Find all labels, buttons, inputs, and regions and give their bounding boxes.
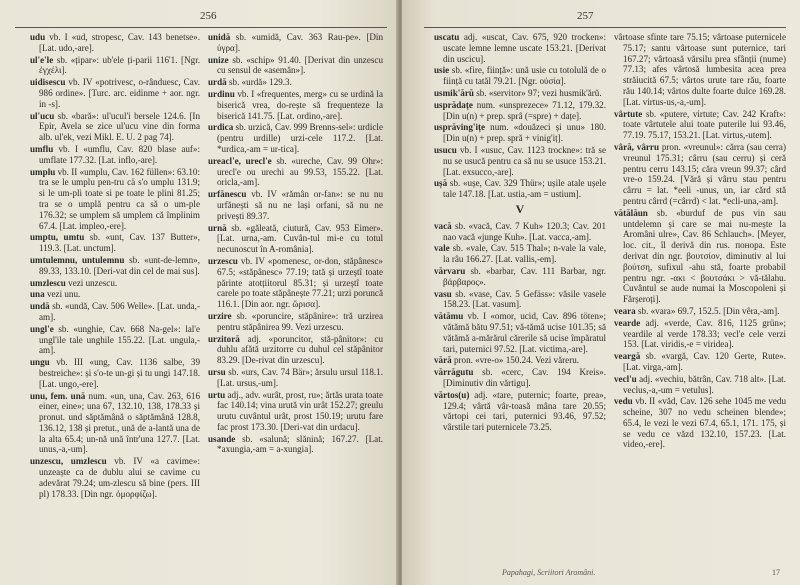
dictionary-entry	[434, 122, 606, 144]
entry-definition: vb. II «umplu, Cav. 162 füllen»: 63.10: tra se le umplu pen-tru cä s'o umplu 131.9; si le um-pli toate si pe toate le plini 81.25; tra se o umplă pentru ca să o um-ple 176.32; se umplem să umplem că împlinim 67.4. [Lat. impleo,-ere].	[39, 166, 201, 231]
dictionary-entry	[30, 77, 200, 109]
dictionary-entry	[208, 89, 383, 121]
entry-headword: urfănescu	[208, 189, 247, 200]
entry-headword: umzlescu	[30, 277, 66, 288]
dictionary-entry	[30, 55, 200, 77]
dictionary-entry	[208, 256, 383, 310]
entry-definition: vb. IV «potrivesc, o-rânduesc, Cav. 986 ordine». [Turc. arc. eidinme + aor. ngr. in -s].	[39, 77, 200, 109]
dictionary-entry	[614, 306, 786, 317]
dictionary-entry	[434, 266, 606, 288]
entry-headword: ușă	[434, 178, 448, 189]
dictionary-entry	[30, 324, 200, 356]
entry-headword: urnă	[208, 222, 227, 233]
dictionary-entry	[208, 390, 383, 433]
entry-definition: vb. II «văd, Cav. 126 sehe 1045 me vedu scheine, 307 no vedu scheinen blende»; 65.4, le vezi le vezi 67.4, 65.1, 171. 175, și se vedu ce văzd 132.10, 157.23. [Lat. video,-ere].	[623, 396, 786, 450]
dictionary-entry	[434, 355, 606, 366]
column	[208, 32, 383, 456]
entry-definition: sb. «unghie, Cav. 668 Na-gel»: lal'e ungl'ile tale unghile 155.22. [Lat. ungula,-am].	[39, 323, 200, 356]
entry-headword: vedu	[614, 396, 633, 407]
dictionary-entry	[434, 367, 606, 389]
dictionary-entry	[434, 100, 606, 122]
entry-headword: urdinu	[208, 88, 235, 99]
column	[434, 32, 606, 434]
entry-definition: sb. «burduf de pus vin sau untdelemn și care se mai nu-mește la Aromâni ulre», Cav. 86 Schlauch». [Meyer, loc. cit., îl derivă din rus. понора. Este derivat din ngr. βουτσίον, diminutiv al lui βούτση, sufixul -ahu stă, foarte probabil pentru ngr. -ακι < βουτσάκι > vă-tălahu. Cuvântul se aude numai la Moscopoleni și Fărșeroți].	[623, 207, 786, 305]
entry-headword: uidisescu	[30, 77, 66, 88]
section-letter: V	[515, 201, 525, 216]
dictionary-entry	[30, 111, 200, 143]
entry-headword: unidă	[208, 32, 231, 42]
signature-mark: 17	[772, 568, 780, 577]
dictionary-entry	[434, 311, 606, 354]
entry-headword: una	[30, 289, 45, 300]
entry-headword: udu	[30, 32, 46, 42]
dictionary-entry	[30, 32, 200, 54]
dictionary-entry	[30, 278, 200, 289]
entry-definition: sb. «vase, Cav. 5 Gefäss»: văsile vasele 158.23. [Lat. vasum].	[443, 288, 607, 310]
entry-definition: vb. I «ud, stropesc, Cav. 143 benetse». [Lat. udo,-are].	[39, 32, 200, 53]
entry-headword: unzescu, umzlescu	[30, 456, 107, 467]
dictionary-entry	[208, 156, 383, 188]
dictionary-entry	[434, 145, 606, 177]
entry-headword: urdica	[208, 122, 234, 133]
dictionary-entry	[30, 255, 200, 277]
entry-headword: urzire	[208, 310, 232, 321]
dictionary-entry	[30, 167, 200, 232]
entry-definition: vb. IV «rămân or-fan»: se nu nu urfănești să nu ne lași orfani, să nu ne privești 89.37.	[217, 189, 383, 221]
entry-definition: sb. «urdă» 129.3.	[228, 77, 292, 88]
dictionary-entry	[434, 221, 606, 243]
entry-headword: ursu	[208, 366, 226, 377]
dictionary-entry	[614, 351, 786, 373]
entry-definition: num. «unsprezece» 71.12, 179.32. [Din u(n) + prep. sprâ (=spre) + dațe].	[443, 99, 606, 121]
dictionary-entry	[434, 32, 606, 64]
dictionary-entry	[30, 391, 200, 456]
entry-definition: sb. «vale, Cav. 515 Thal»; n-vale la vale, la râu 166.27. [Lat. vallis,-em].	[443, 243, 606, 265]
dictionary-entry	[614, 32, 786, 108]
entry-definition: sb. «fire, ființă»: ună usie cu totolulă de o ființă cu tatăl 79.21. [Ngr. οὐσία].	[443, 65, 606, 87]
entry-headword: umptu, umtu	[30, 232, 85, 243]
dictionary-entry	[30, 301, 200, 323]
entry-headword: vâră, vârru	[614, 141, 659, 152]
entry-headword: veara	[614, 305, 636, 316]
dictionary-entry	[434, 65, 606, 87]
entry-definition: sb. «vara» 69.7, 152.5. [Din vêra,-am].	[638, 305, 780, 316]
entry-definition: sb. «unt, Cav. 137 Butter», 119.3. [Lat. unctum].	[39, 232, 200, 254]
header-rule	[15, 27, 387, 28]
entry-definition: num. «un, una, Cav. 263, 616 einer, eine»; una 67, 132.10, 138, 178.33 și pronut. und săptămână o săptămână 128.8, 136.12, 138 și pretut., ună de a-lantă una de la alta 65.4; un-nă ună într'una 127.7. [Lat. unus,-a,-um].	[39, 390, 200, 455]
entry-headword: usprădațe	[434, 99, 473, 110]
dictionary-entry	[30, 357, 200, 389]
dictionary-entry	[208, 434, 383, 456]
header-rule	[424, 27, 786, 28]
entry-definition: vb. IV «a cavime»: unzeaște ca de dublu alui se cavime cu adevărat 79.24; um-zlescu să bine (pers. III pl) 178.33. [Din ngr. ὀμορφίζω].	[39, 456, 200, 499]
entry-headword: urdă	[208, 77, 227, 88]
entry-definition: vezi unzescu.	[68, 277, 118, 288]
dictionary-entry	[208, 55, 383, 77]
page-number: 256	[200, 10, 217, 22]
entry-headword: urzitoră	[208, 333, 240, 344]
right-page	[402, 0, 800, 585]
entry-headword: vale	[434, 243, 450, 254]
entry-definition: vb. I «frequentes, merg» cu se urdină la biserică vrea, do-rește să frequenteze la biserică 141.75. [Lat. ordino,-are].	[217, 88, 383, 121]
entry-headword: usie	[434, 65, 450, 76]
dictionary-entry	[614, 208, 786, 305]
entry-headword: umplu	[30, 166, 56, 177]
entry-definition: sb. «țipar»: ub'ele ți-parii 116'1. [Ngr. ἐγχέλι].	[39, 54, 200, 76]
entry-definition: pron. «vreunul»: cărra (sau cerra) vreunul 175.31; cârru (sau cerru) și ceră pentru cerru 143.15; căra vreun 99.37; cârd vre-o 159.24. [Vără și vârru stau pentru cârru = lat. *eeli -unus, un, iar cărd stă pentru cârrd (=cârrd) < lat. *ecli-una,-am].	[623, 141, 786, 206]
entry-headword: urtu	[208, 389, 226, 400]
entry-definition: adj. «tare, puternic; foarte, prea», 129.4; vârtă vâr-toasă mâna tare 20.55; vărtopi cei tari, puternici 93.46, 97.52; vârstile tari puternicele 73.25.	[443, 389, 606, 433]
entry-headword: vecl'u	[614, 373, 637, 384]
entry-headword: ul'e'le	[30, 54, 54, 65]
entry-headword: vârtute	[614, 108, 643, 119]
dictionary-entry	[208, 77, 383, 88]
dictionary-entry	[614, 142, 786, 207]
dictionary-entry	[614, 109, 786, 141]
column	[614, 32, 786, 451]
entry-definition: sb. «poruncire, stăpânire»: tră urzirea pentru stăpânirea 99. Vezi urzescu.	[217, 310, 383, 332]
entry-definition: vb. I «umflu, Cav. 820 blase auf»: umflate 177.32. [Lat. inflo,-are].	[39, 143, 201, 165]
entry-definition: vârtoase sfinte tare 75.15; vârtoase puternicele 75.17; santu vârtoase sunt puternice, tari 167.27; vârtoasă vărsilu prea sfânții (nume) 77.13; afes vârtosă lumbesita acea prea străiucită 67.5; vârtos urute tare rău, foarte rău 140.14; vârtos dulte foarte dulce 169.28. [Lat. virtus-us,-a,-um].	[614, 32, 786, 107]
dictionary-entry	[434, 289, 606, 311]
entry-definition: num. «douăzeci și unu» 180. [Din u(n) + prep. spră + vinig'iț].	[443, 122, 607, 144]
entry-definition: vb. IV «pomenesc, or-don, stăpânesc» 67.5; «stăpânesc» 77.19; tată și urzeștî toate părinte atotțiitorul 85.31; și urzeștî toate carele po toate stăpânește 77.21; urzi poruncă 116.1. [Din aor. ngr. ὥρισα].	[217, 255, 383, 310]
entry-headword: veargă	[614, 351, 641, 362]
dictionary-entry	[30, 144, 200, 166]
entry-headword: vearde	[614, 317, 641, 328]
entry-headword: vasu	[434, 288, 452, 299]
entry-headword: usprăving'ițe	[434, 122, 486, 133]
entry-headword: vărrăgutu	[434, 367, 474, 378]
entry-definition: sb. «bară»: ul'ucul'i bersele 124.6. [In Epir, Avela se zice ul'ucu vine din forma alb. ul'ek, vezi Mikl. E. U. 2 pag 74].	[39, 110, 200, 143]
entry-definition: sb. «vacă, Cav. 7 Kuh» 120.3; Cav. 201 nao vacă «junge Kuh». [Lat. vacca,-am].	[443, 220, 606, 242]
entry-headword: vărtos(u)	[434, 389, 470, 400]
entry-definition: sb. «barbar, Cav. 111 Barbar, ngr. βάρβαρος».	[443, 265, 606, 287]
entry-headword: unize	[208, 54, 229, 65]
entry-headword: vătămu	[434, 311, 464, 322]
entry-headword: usucu	[434, 144, 457, 155]
entry-definition: sb. «undă, Cav. 506 Welle». [Lat. unda,-am].	[39, 301, 200, 322]
entry-headword: umtulemnu, untulemnu	[30, 254, 125, 265]
dictionary-entry	[434, 243, 606, 265]
dictionary-entry	[208, 223, 383, 255]
dictionary-entry	[614, 318, 786, 350]
entry-definition: sb. «ușe, Cav. 329 Thür»; ușile atale ușele tale 147.18. [Lat. ustia,-am = ustium].	[443, 178, 606, 200]
entry-headword: usmik'ărŭ	[434, 87, 474, 98]
dictionary-entry	[208, 189, 383, 221]
entry-definition: vezi unu.	[46, 289, 81, 300]
entry-headword: vără	[434, 355, 452, 366]
column	[30, 32, 200, 500]
entry-definition: vb. III «ung, Cav. 1136 salbe, 39 bestreiche»: și s'o-te un-gi și tu ungi 147.18. [Lat. ungo,-ere].	[39, 357, 201, 389]
page-footer: Papahagi, Scriitori Aromâni.	[502, 568, 596, 577]
dictionary-entry	[30, 289, 200, 300]
entry-definition: adj. «uscat, Cav. 675, 920 trocken»: uscate lemne lemne uscate 153.21. [Derivat din uscicu].	[443, 32, 606, 64]
dictionary-entry	[434, 178, 606, 200]
entry-headword: unu, fem. ună	[30, 390, 86, 401]
entry-definition: sb. «umidă, Cav. 363 Rau-pe». [Din ὑγρα].	[217, 32, 384, 53]
entry-headword: ungl'e	[30, 323, 54, 334]
dictionary-entry	[208, 122, 383, 154]
entry-definition: sb. «schip» 91.40. [Derivat din unzescu cu sensul de «asemăn»].	[217, 54, 383, 76]
entry-definition: sb. «cerc, Cav. 194 Kreis». [Diminutiv din vărtigu].	[443, 367, 606, 388]
entry-headword: vătălăun	[614, 207, 648, 218]
entry-definition: adj., adv. «urât, prost, ru»; ărtăs urata toate fac 140.14; vina urută vin urât 152.27; greulu urutu cuvântul urât, prost 150.19; urutu fare fac prost 173.30. [Deri-vat din urdacu].	[217, 389, 383, 432]
entry-definition: adj. «verde, Cav. 816, 1125 grün»; veardile al verde 178.33; vecl'e cele verzi 153. [Lat. viridis,-e = viridea].	[623, 317, 786, 350]
left-page	[0, 0, 398, 585]
entry-headword: vacă	[434, 220, 452, 231]
entry-definition: adj. «poruncitor, stă-pânitor»: cu duhlu afătă urzitorre cu duhul cel stăpânitor 83.29. [De-rivat din urzescu].	[217, 333, 383, 366]
entry-definition: sb. «servitor» 97; vezi husmik'ărŭ.	[476, 87, 602, 98]
dictionary-entry	[30, 232, 200, 254]
entry-headword: ungu	[30, 357, 50, 368]
dictionary-entry	[208, 311, 383, 333]
entry-definition: sb. «vargă, Cav. 120 Gerte, Rute». [Lat. virga,-am].	[623, 351, 787, 372]
entry-definition: sb. «unt-de-lemn», 89.33, 133.10. [Deri-vat din cel de mai sus].	[39, 254, 200, 276]
entry-definition: adj. «vechiu, bătrân, Cav. 718 alt». [Lat. veclus,-a,-um = vetulus].	[623, 373, 786, 395]
entry-definition: sb. «salună; slănină; 167.27. [Lat. *axungia,-am = a-xungia].	[217, 433, 383, 455]
dictionary-entry	[208, 32, 383, 54]
entry-definition: sb. «ureche, Cav. 99 Ohr»: urecl'e ou urechi au 99.53, 155.22. [Lat. oricla,-am].	[217, 155, 383, 188]
entry-headword: usande	[208, 433, 236, 444]
entry-definition: pron. «vre-o» 150.24. Vezi văreru.	[453, 355, 580, 366]
entry-headword: ureacl'e, urecl'e	[208, 155, 272, 166]
entry-headword: urzescu	[208, 255, 238, 266]
entry-definition: sb. «urs, Cav. 74 Bär»; ărsulu ursul 118.1. [Lat. ursus,-um].	[217, 366, 383, 388]
entry-definition: vb. I «usuc, Cav. 1123 trockne»: tră se nu se usucă pentru ca să nu se usuce 153.21. [Lat. exsucco,-are].	[443, 144, 606, 177]
dictionary-entry	[30, 456, 200, 499]
page-number: 257	[577, 10, 594, 22]
dictionary-entry	[208, 334, 383, 366]
dictionary-entry	[614, 396, 786, 450]
entry-headword: umflu	[30, 143, 54, 154]
entry-headword: uscatu	[434, 32, 460, 42]
entry-definition: sb. «putere, virtute; Cav. 242 Kraft»: toate vârtutele alui toate puterile lui 93.46, 77.19. 75.17, 153.21. [Lat. virtus,-utem].	[623, 108, 787, 141]
dictionary-entry	[434, 390, 606, 433]
entry-headword: vărvaru	[434, 265, 466, 276]
entry-definition: sb. «găleată, ciutură, Cav. 953 Eimer». [Lat. urna,-am. Cuvân-tul mi-e cu totul necunoscut în A-românia].	[217, 222, 384, 255]
dictionary-entry	[614, 374, 786, 396]
dictionary-entry	[208, 367, 383, 389]
entry-definition: sb. urzică, Cav. 999 Brenns-sel»: urdicle (pentru urdille) urzi-cele 117.2. [Lat. *urdica,-am = ur-tica].	[217, 122, 383, 154]
entry-headword: ul'ucu	[30, 110, 55, 121]
dictionary-entry	[434, 88, 606, 99]
entry-headword: undă	[30, 301, 50, 312]
entry-definition: vb. I «omor, ucid, Cav. 896 töten»; vătămă bătu 97.51; vă-tămă ucise 101.35; să vătămă a-mărărul cărerile să ucise împăratul tari, puternici 97.52. [Lat. victima,-are].	[443, 311, 606, 354]
